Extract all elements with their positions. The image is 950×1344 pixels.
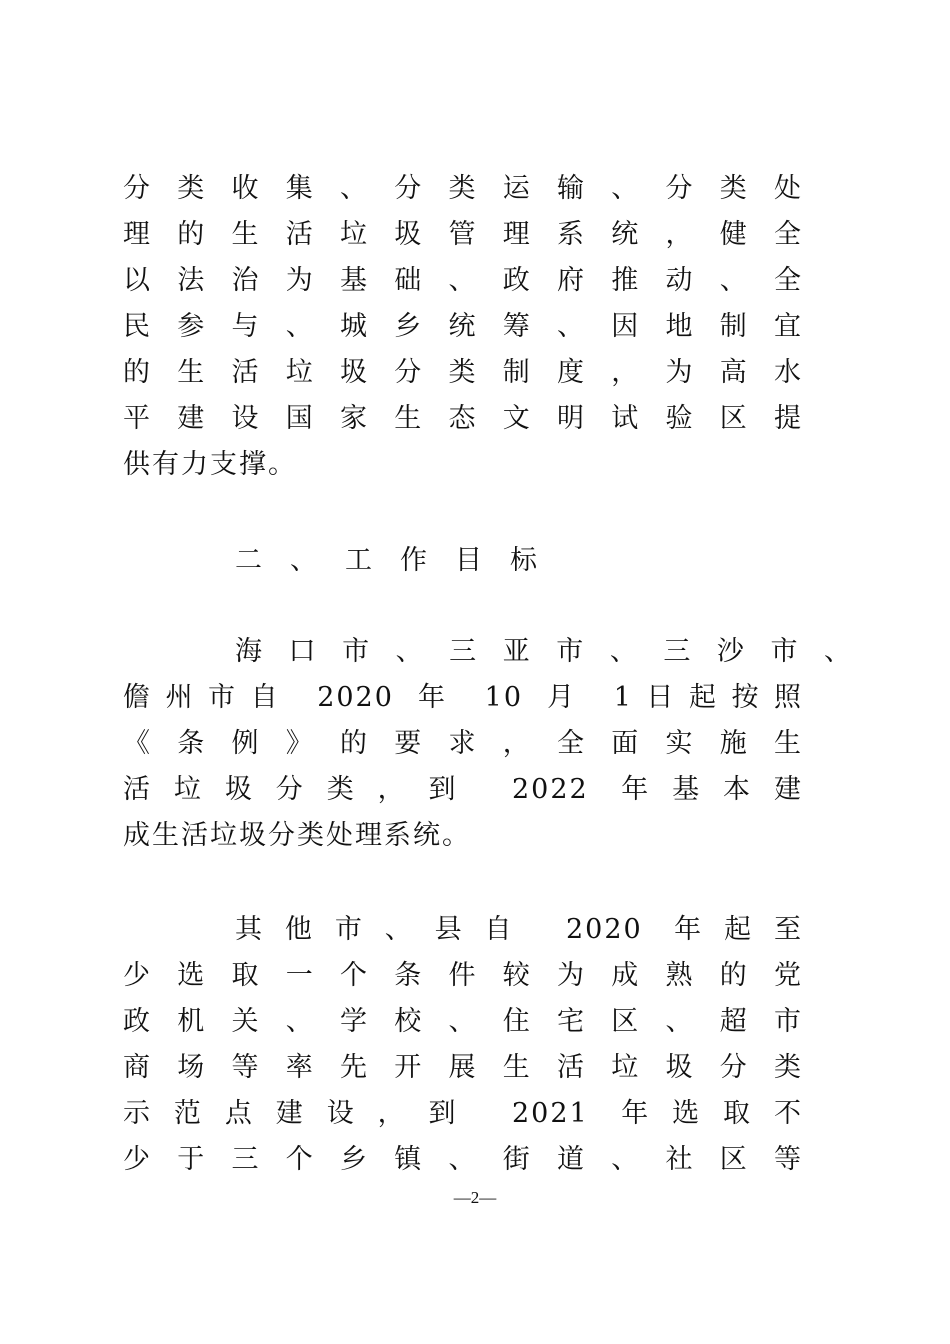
text-line: 理的生活垃圾管理系统，健全 (123, 219, 803, 250)
heading-char: 、 (290, 545, 319, 576)
text-line: 的生活垃圾分类制度，为高水 (123, 357, 803, 388)
heading-char: 工 (345, 545, 374, 576)
heading-char: 二 (235, 545, 264, 576)
text-line: 少于三个乡镇、街道、社区等 (123, 1144, 803, 1175)
text-line: 成生活垃圾分类处理系统。 (123, 820, 471, 851)
paragraph-2 (123, 629, 853, 859)
text-line: 《条例》的要求，全面实施生 (123, 728, 803, 759)
text-line: 民参与、城乡统筹、因地制宜 (123, 311, 803, 342)
paragraph-3 (123, 907, 803, 1183)
text-line: 以法治为基础、政府推动、全 (123, 265, 803, 296)
text-line: 政机关、学校、住宅区、超市 (123, 1006, 803, 1037)
text-line: 其他市、县自 2020 年起至 (235, 914, 803, 945)
text-line: 分类收集、分类运输、分类处 (123, 173, 803, 204)
text-line: 少选取一个条件较为成熟的党 (123, 960, 803, 991)
paragraph-1 (123, 166, 803, 488)
page-number: —2— (453, 1188, 497, 1207)
text-line: 示范点建设，到 2021 年选取不 (123, 1098, 803, 1129)
text-line: 活垃圾分类，到 2022 年基本建 (123, 774, 803, 805)
text-line: 供有力支撑。 (123, 449, 297, 480)
heading-char: 作 (400, 545, 429, 576)
section-heading (235, 538, 539, 584)
heading-char: 目 (455, 545, 484, 576)
text-line: 商场等率先开展生活垃圾分类 (123, 1052, 803, 1083)
text-line: 海口市、三亚市、三沙市、 (235, 636, 853, 667)
text-line: 儋州市自 2020 年 10 月 1日起按照 (123, 682, 803, 713)
text-line: 平建设国家生态文明试验区提 (123, 403, 803, 434)
heading-char: 标 (510, 545, 539, 576)
